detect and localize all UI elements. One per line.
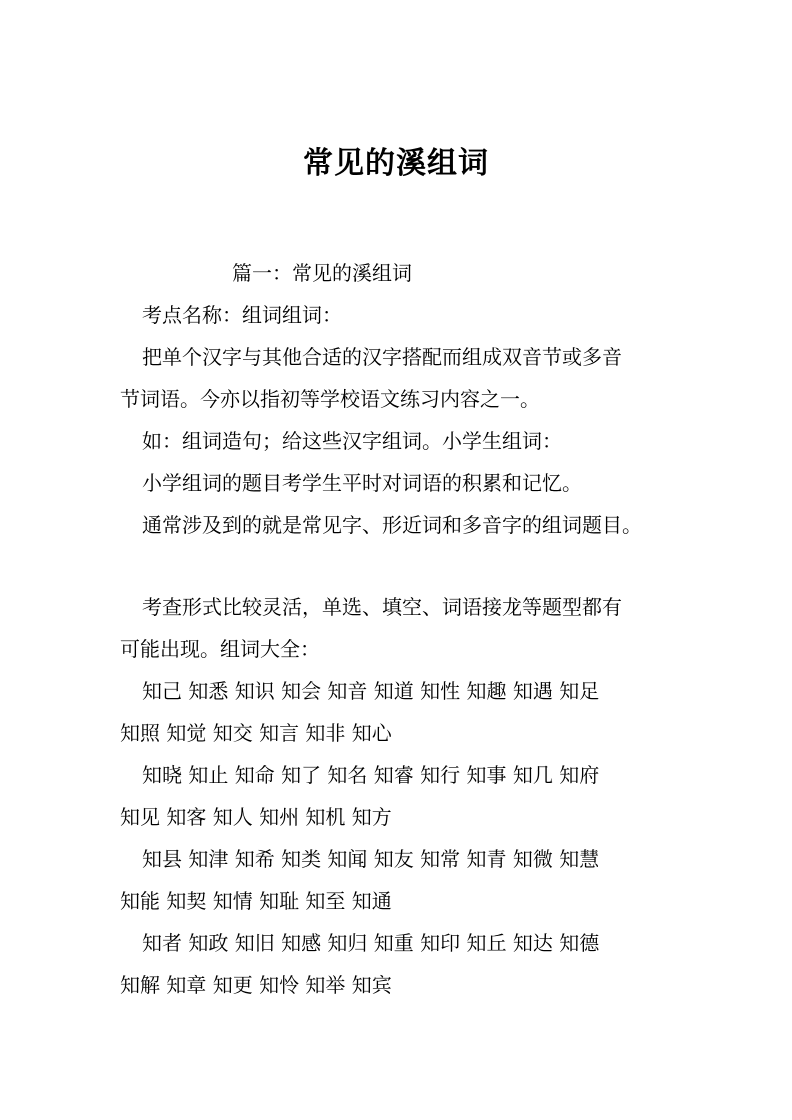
word-list-line: 知解 知章 知更 知怜 知举 知宾 <box>120 973 392 997</box>
word-list-line: 知能 知契 知情 知耻 知至 知通 <box>120 889 392 913</box>
word-list-line: 知见 知客 知人 知州 知机 知方 <box>120 805 392 829</box>
word-list-line: 知者 知政 知旧 知感 知归 知重 知印 知丘 知达 知德 <box>142 931 600 955</box>
paragraph-line: 考点名称：组词组词： <box>142 303 342 327</box>
word-list-line: 知晓 知止 知命 知了 知名 知睿 知行 知事 知几 知府 <box>142 763 600 787</box>
paragraph-line: 小学组词的题目考学生平时对词语的积累和记忆。 <box>142 471 582 495</box>
section-heading: 篇一：常见的溪组词 <box>232 261 412 285</box>
word-list-line: 知照 知觉 知交 知言 知非 知心 <box>120 721 392 745</box>
word-list-line: 知县 知津 知希 知类 知闻 知友 知常 知青 知微 知慧 <box>142 847 600 871</box>
paragraph-line: 把单个汉字与其他合适的汉字搭配而组成双音节或多音 <box>142 345 622 369</box>
paragraph-line: 可能出现。组词大全： <box>120 637 320 661</box>
paragraph-line: 如：组词造句；给这些汉字组词。小学生组词： <box>142 429 562 453</box>
document-title: 常见的溪组词 <box>303 146 489 181</box>
paragraph-line: 节词语。今亦以指初等学校语文练习内容之一。 <box>120 387 540 411</box>
paragraph-line: 考查形式比较灵活，单选、填空、词语接龙等题型都有 <box>142 595 622 619</box>
word-list-line: 知己 知悉 知识 知会 知音 知道 知性 知趣 知遇 知足 <box>142 679 600 703</box>
paragraph-line: 通常涉及到的就是常见字、形近词和多音字的组词题目。 <box>142 513 642 537</box>
